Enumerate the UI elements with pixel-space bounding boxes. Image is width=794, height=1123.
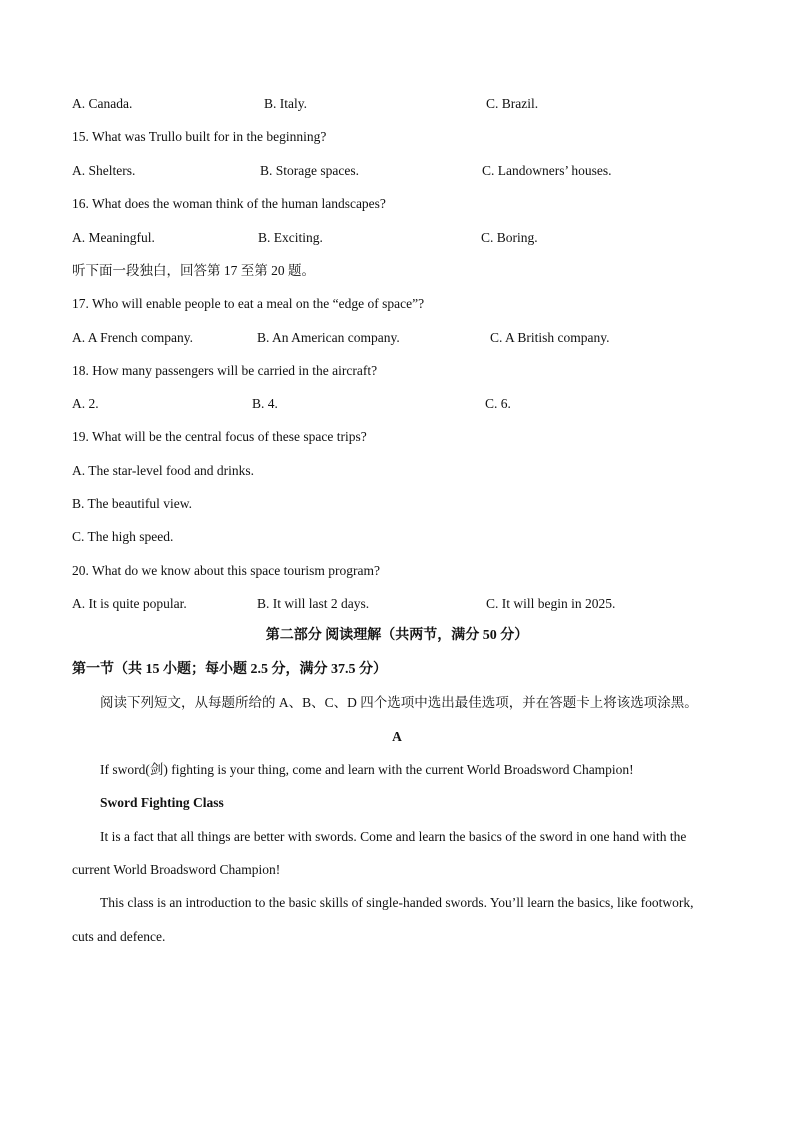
q15-option-c: C. Landowners’ houses. <box>482 163 612 178</box>
q16-question: 16. What does the woman think of the human landscapes? <box>72 196 386 211</box>
passage-paragraph2-line2: cuts and defence. <box>72 929 166 944</box>
q17-question: 17. Who will enable people to eat a meal on the “edge of space”? <box>72 296 425 311</box>
part2-heading: 第二部分 阅读理解（共两节，满分 50 分） <box>265 628 529 643</box>
q16-option-b: B. Exciting. <box>258 230 323 245</box>
q20-question: 20. What do we know about this space tourism program? <box>72 563 380 578</box>
q16-option-a: A. Meaningful. <box>72 230 155 245</box>
reading-instruction: 阅读下列短文，从每题所给的 A、B、C、D 四个选项中选出最佳选项，并在答题卡上将该选项涂黑。 <box>100 695 698 710</box>
q19-question: 19. What will be the central focus of these space trips? <box>72 429 367 444</box>
section1-heading: 第一节（共 15 小题；每小题 2.5 分，满分 37.5 分） <box>72 662 387 677</box>
q18-option-b: B. 4. <box>252 396 278 411</box>
q18-option-c: C. 6. <box>485 396 511 411</box>
q19-option-c: C. The high speed. <box>72 529 174 544</box>
q17-option-a: A. A French company. <box>72 330 193 345</box>
passage-paragraph2-line1: This class is an introduction to the basic skills of single-handed swords. You’ll learn the basics, like footwork, <box>100 895 694 910</box>
q14-option-a: A. Canada. <box>72 96 133 111</box>
q20-option-b: B. It will last 2 days. <box>257 596 370 611</box>
passage-paragraph1-line2: current World Broadsword Champion! <box>72 862 281 877</box>
passage-letter: A <box>392 729 402 744</box>
passage-title: Sword Fighting Class <box>100 795 224 810</box>
q17-option-b: B. An American company. <box>257 330 400 345</box>
monologue-instruction: 听下面一段独白，回答第 17 至第 20 题。 <box>72 263 315 278</box>
q18-option-a: A. 2. <box>72 396 99 411</box>
passage-intro: If sword(剑) fighting is your thing, come and learn with the current World Broadsword Champion! <box>100 762 634 777</box>
q19-option-a: A. The star-level food and drinks. <box>72 463 255 478</box>
q17-option-c: C. A British company. <box>490 330 610 345</box>
passage-paragraph1-line1: It is a fact that all things are better with swords. Come and learn the basics of the sword in one hand with the <box>100 829 687 844</box>
q15-question: 15. What was Trullo built for in the beginning? <box>72 129 327 144</box>
q20-option-a: A. It is quite popular. <box>72 596 187 611</box>
q16-option-c: C. Boring. <box>481 230 538 245</box>
q14-option-c: C. Brazil. <box>486 96 539 111</box>
q14-option-b: B. Italy. <box>264 96 307 111</box>
q15-option-b: B. Storage spaces. <box>260 163 359 178</box>
q19-option-b: B. The beautiful view. <box>72 496 192 511</box>
q15-option-a: A. Shelters. <box>72 163 136 178</box>
q18-question: 18. How many passengers will be carried in the aircraft? <box>72 363 378 378</box>
q20-option-c: C. It will begin in 2025. <box>486 596 616 611</box>
